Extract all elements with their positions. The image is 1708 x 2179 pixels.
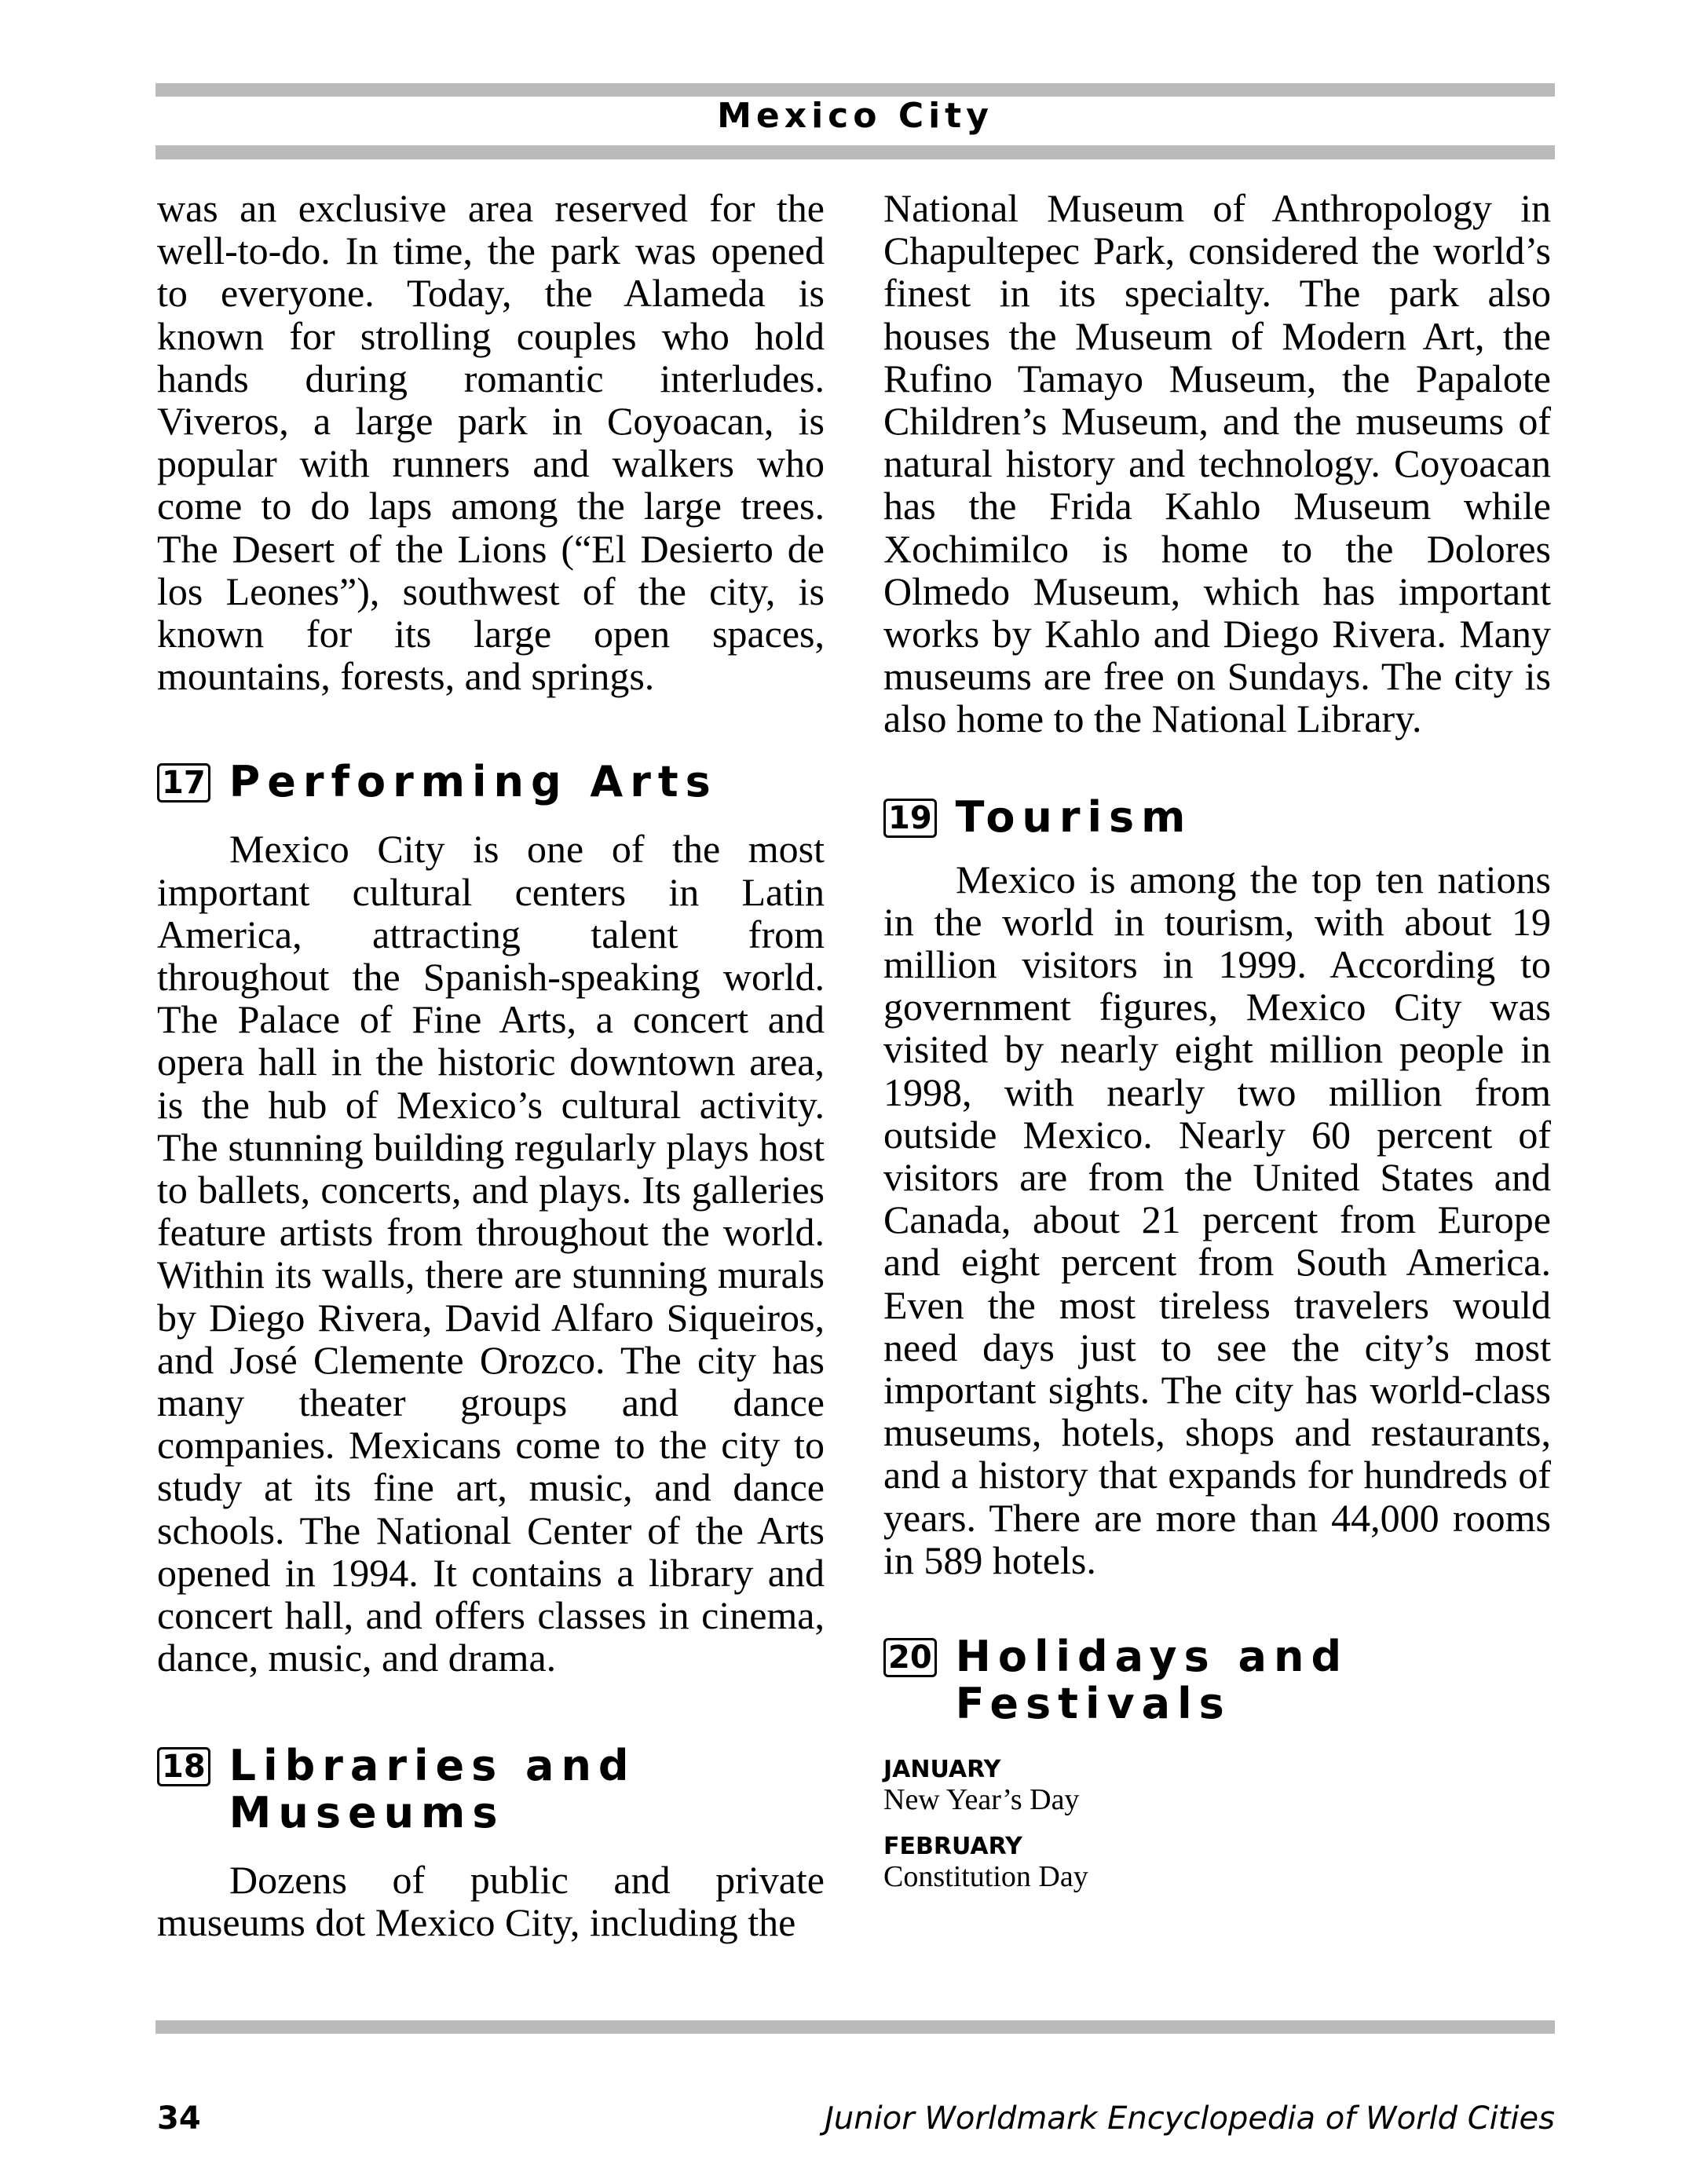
header-rule-top [155,83,1555,97]
section-heading-tourism [883,794,1551,841]
holiday-item [883,1833,1551,1892]
section-number-badge: 20 [883,1638,937,1677]
page-number: 34 [157,2100,201,2137]
holiday-list [883,1756,1551,1892]
section-title-line-2: Festivals [955,1679,1231,1729]
section-title-line-1: Holidays and [955,1632,1349,1682]
footer-rule [155,2020,1555,2034]
performing-arts-paragraph: Mexico City is one of the most important cultural centers in Latin America, attracting talent from throughout the Spanish-speaking world. The Palace of Fine Arts, a concert and opera hall in the historic downtown area, is the hub of Mexico’s cultural activity. The stunning building regularly plays host to ballets, concerts, and plays. Its galleries feature artists from throughout the world. Within its walls, there are stunning murals by Diego Rivera, David Alfaro Siqueiros, and José Clemente Orozco. The city has many theater groups and dance companies. Mexicans come to the city to study at its fine art, music, and dance schools. The National Center of the Arts opened in 1994. It contains a library and concert hall, and offers classes in cinema, dance, music, and drama. [157,827,825,1680]
section-heading-libraries-museums [157,1742,825,1837]
libraries-museums-paragraph: Dozens of public and private museums dot Mexico City, including the [157,1857,825,1944]
section-number-badge: 19 [883,799,937,838]
holiday-name: New Year’s Day [883,1783,1080,1817]
section-title-line-2: Museums [229,1787,505,1837]
book-title: Junior Worldmark Encyclopedia of World Cities [825,2100,1555,2137]
section-heading-holidays-festivals [883,1633,1551,1727]
section-title-line-1: Libraries and [229,1740,636,1790]
section-heading-performing-arts [157,759,825,806]
section-title: Performing Arts [229,757,718,807]
section-title [229,1742,636,1837]
museum-continuation-paragraph: National Museum of Anthropology in Chapultepec Park, considered the world’s finest in its specialty. The park also houses the Museum of Modern Art, the Rufino Tamayo Museum, the Papalote Children’s Museum, and the museums of natural history and technology. Coyoacan has the Frida Kahlo Museum while Xochimilco is home to the Dolores Olmedo Museum, which has important works by Kahlo and Diego Rivera. Many museums are free on Sundays. The city is also home to the National Library. [883,186,1551,741]
left-column [157,187,825,1943]
holiday-month: JANUARY [883,1756,1001,1784]
section-number-badge: 17 [157,763,210,803]
running-header: Mexico City [717,96,993,136]
section-title: Tourism [955,792,1193,842]
holiday-item [883,1756,1551,1815]
intro-paragraph: was an exclusive area reserved for the well-to-do. In time, the park was opened to everyone. Today, the Alameda is known for strolling couples who hold hands during romantic interludes. Viveros, a large park in Coyoacan, is popular with runners and walkers who come to do laps among the large trees. The Desert of the Lions (“El Desierto de los Leones”), southwest of the city, is known for its large open spaces, mountains, forests, and springs. [157,186,825,699]
right-column [883,187,1551,1910]
section-title [956,1633,1348,1727]
holiday-name: Constitution Day [883,1860,1088,1894]
tourism-paragraph: Mexico is among the top ten nations in the world in tourism, with about 19 million visitors in 1999. According to government figures, Mexico City was visited by nearly eight million people in 1998, with nearly two million from outside Mexico. Nearly 60 percent of visitors are from the United States and Canada, about 21 percent from Europe and eight percent from South America. Even the most tireless travelers would need days just to see the city’s most important sights. The city has world-class museums, hotels, shops and restaurants, and a history that expands for hundreds of years. There are more than 44,000 rooms in 589 hotels. [883,857,1551,1582]
holiday-month: FEBRUARY [883,1833,1022,1861]
section-number-badge: 18 [157,1747,210,1786]
header-rule-bottom [155,145,1555,159]
